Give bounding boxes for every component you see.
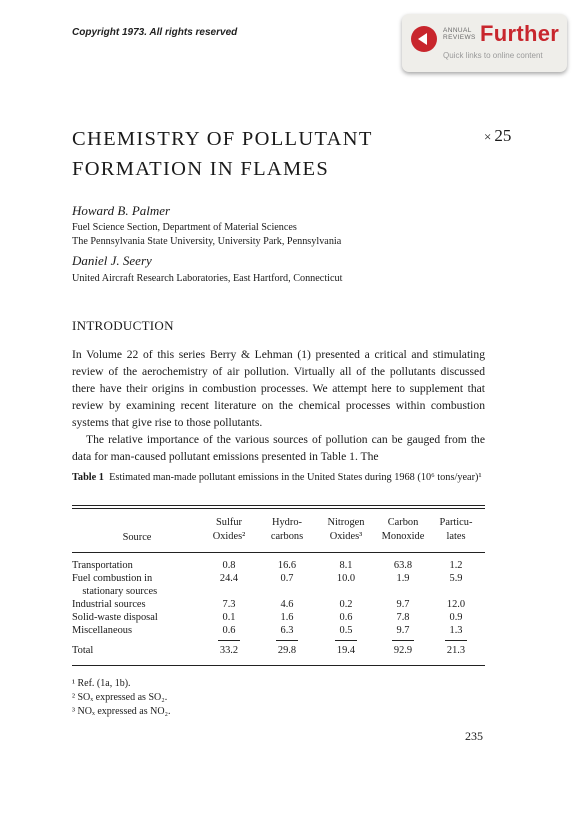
- table-row-source: Solid-waste disposal: [72, 612, 158, 623]
- table-total-label: Total: [72, 645, 94, 656]
- table-cell: 7.8: [396, 612, 410, 623]
- table-cell: 1.2: [449, 560, 463, 571]
- table-bottom-rule: [72, 665, 485, 666]
- table-cell: 0.5: [339, 625, 353, 636]
- table-cell: 1.9: [396, 573, 410, 584]
- table-footnote: ² SOₓ expressed as SO₂.: [72, 692, 168, 703]
- table-footnote: ¹ Ref. (1a, 1b).: [72, 678, 131, 689]
- table-cell: 7.3: [222, 599, 236, 610]
- table-row-source: Transportation: [72, 560, 133, 571]
- table-cell: 10.0: [336, 573, 356, 584]
- table-cell: 1.6: [280, 612, 294, 623]
- table-cell: 0.1: [222, 612, 236, 623]
- table-total-cell: 29.8: [277, 645, 297, 656]
- total-underline: [218, 640, 240, 641]
- title-line-2: FORMATION IN FLAMES: [72, 158, 330, 180]
- table-header-cell: Carbon Monoxide: [381, 517, 425, 542]
- table-cell: 1.3: [449, 625, 463, 636]
- table-row-source: Fuel combustion in: [72, 573, 153, 584]
- table-cell: 0.2: [339, 599, 353, 610]
- section-heading: INTRODUCTION: [72, 318, 174, 333]
- table-cell: 6.3: [280, 625, 294, 636]
- table-header-cell: Nitrogen Oxides³: [327, 517, 365, 542]
- total-underline: [445, 640, 467, 641]
- table-cell: 16.6: [277, 560, 297, 571]
- table-cell: 0.9: [449, 612, 463, 623]
- table-cell: 9.7: [396, 599, 410, 610]
- back-arrow-icon[interactable]: [411, 26, 437, 52]
- table-total-cell: 21.3: [446, 645, 466, 656]
- paragraph: In Volume 22 of this series Berry & Lehman (1) presented a critical and stimulating review of the aerochemistry of air pollution. Virtually all of the pollutants discussed there have their origins in combustion processes. We attempt here to supplement that review by examining recent literature on the chemical processes within combustion systems that give rise to those pollutants.: [72, 348, 485, 429]
- table-top-rule: [72, 505, 485, 506]
- table-label: Table 1: [72, 472, 104, 483]
- page-number: 235: [465, 729, 483, 743]
- table-total-cell: 92.9: [393, 645, 413, 656]
- body-text: [72, 346, 485, 465]
- table-total-cell: 19.4: [336, 645, 356, 656]
- page-mark-number: 25: [494, 126, 512, 145]
- title-line-1: CHEMISTRY OF POLLUTANT: [72, 128, 373, 150]
- article-title: [72, 124, 373, 184]
- total-underline: [276, 640, 298, 641]
- author-affiliation: United Aircraft Research Laboratories, East Hartford, Connecticut: [72, 273, 343, 284]
- table-top-rule: [72, 508, 485, 509]
- table-cell: 12.0: [446, 599, 466, 610]
- author-name: Daniel J. Seery: [72, 253, 152, 268]
- table-cell: 4.6: [280, 599, 294, 610]
- table-header-cell: Sulfur Oxides²: [212, 517, 246, 542]
- table-header-rule: [72, 552, 485, 553]
- table-cell: 0.6: [339, 612, 353, 623]
- table-total-cell: 33.2: [219, 645, 239, 656]
- author-name: Howard B. Palmer: [72, 203, 171, 218]
- table-header-cell: Hydro- carbons: [270, 517, 304, 542]
- total-underline: [392, 640, 414, 641]
- table-caption: [72, 471, 486, 485]
- table-row-source: stationary sources: [72, 586, 158, 597]
- author-affiliation: Fuel Science Section, Department of Material Sciences: [72, 222, 297, 233]
- annual-reviews-further-widget[interactable]: [402, 14, 567, 72]
- table-cell: 9.7: [396, 625, 410, 636]
- table-cell: 0.7: [280, 573, 294, 584]
- total-underline: [335, 640, 357, 641]
- author-affiliation: The Pennsylvania State University, University Park, Pennsylvania: [72, 236, 342, 247]
- table-cell: 0.6: [222, 625, 236, 636]
- page-mark-symbol: ×: [484, 129, 492, 144]
- table-cell: 8.1: [339, 560, 353, 571]
- paragraph: The relative importance of the various sources of pollution can be gauged from the data for man-caused pollutant emissions presented in Table 1. The: [72, 433, 485, 463]
- table-cell: 24.4: [219, 573, 239, 584]
- table-caption-text: Estimated man-made pollutant emissions in the United States during 1968 (10⁶ tons/year)¹: [109, 472, 482, 483]
- table-cell: 0.8: [222, 560, 236, 571]
- further-brand[interactable]: Further: [480, 21, 560, 46]
- further-tagline[interactable]: Quick links to online content: [443, 51, 543, 60]
- table-header-cell: Source: [122, 532, 152, 543]
- table-cell: 5.9: [449, 573, 463, 584]
- table-cell: 63.8: [393, 560, 413, 571]
- table-footnote: ³ NOₓ expressed as NO₂.: [72, 706, 171, 717]
- annual-reviews-label: ANNUAL REVIEWS: [443, 27, 476, 41]
- table-header-cell: Particu- lates: [439, 517, 473, 542]
- table-row-source: Miscellaneous: [72, 625, 133, 636]
- page-mark: [484, 126, 511, 146]
- table-row-source: Industrial sources: [72, 599, 146, 610]
- copyright-notice: Copyright 1973. All rights reserved: [72, 27, 238, 38]
